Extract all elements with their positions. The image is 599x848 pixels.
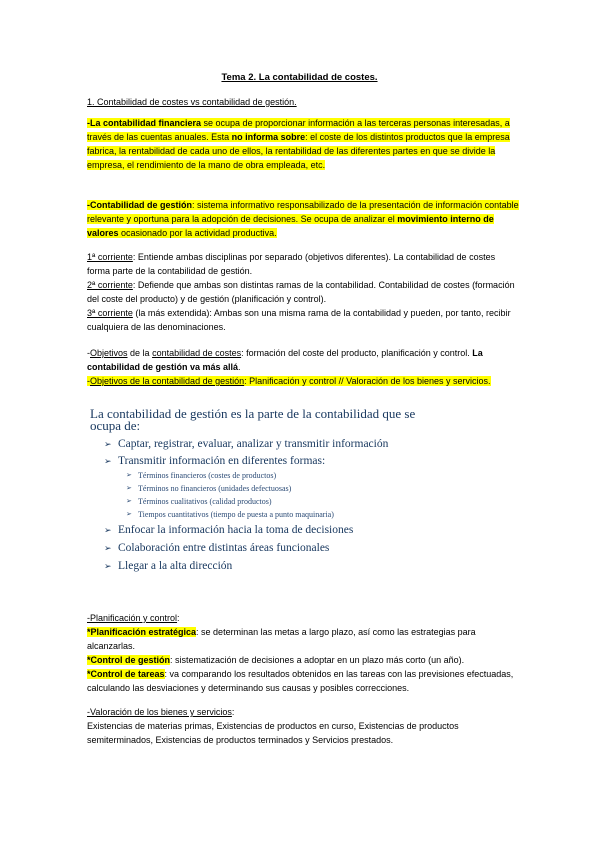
objetivos-label: Objetivos bbox=[90, 348, 128, 358]
dash: - bbox=[87, 348, 90, 358]
item-text: : va comparando los resultados obtenidos en las tareas con las previsiones efectuadas, calculando las desviaciones y determinando sus causas y posibles correcciones. bbox=[87, 669, 514, 693]
text: . bbox=[238, 362, 241, 372]
arrow-bullet-icon: ➢ bbox=[104, 561, 112, 571]
highlighted-block bbox=[87, 118, 510, 170]
text: : formación del coste del producto, planificación y control. bbox=[241, 348, 473, 358]
corriente-label: 1ª corriente bbox=[87, 252, 133, 262]
arrow-bullet-icon: ➢ bbox=[126, 484, 132, 492]
page-title: Tema 2. La contabilidad de costes. bbox=[221, 72, 378, 83]
colon: : bbox=[177, 613, 180, 623]
slide-sub-bullet-text: Términos no financieros (unidades defectuosas) bbox=[138, 484, 292, 493]
slide-sub-bullet-text: Tiempos cuantitativos (tiempo de puesta a punto maquinaria) bbox=[138, 510, 334, 519]
planificacion-item bbox=[87, 625, 519, 653]
slide-bullet bbox=[90, 524, 420, 536]
objetivos-costes bbox=[87, 346, 519, 374]
arrow-bullet-icon: ➢ bbox=[104, 525, 112, 535]
term-contabilidad-financiera: -La contabilidad financiera bbox=[87, 118, 202, 128]
slide-sub-bullet-text: Términos financieros (costes de productos) bbox=[138, 471, 277, 480]
slide-sub-bullet bbox=[90, 508, 420, 521]
costes-label: contabilidad de costes bbox=[152, 348, 242, 358]
objetivos-gestion bbox=[87, 374, 519, 388]
slide-bullet-text: Llegar a la alta dirección bbox=[118, 560, 233, 572]
slide-bullet-text: Enfocar la información hacia la toma de decisiones bbox=[118, 524, 354, 536]
slide-bullet-text: Colaboración entre distintas áreas funcionales bbox=[118, 542, 330, 554]
corrientes-list bbox=[87, 250, 519, 334]
slide-bullet bbox=[90, 542, 420, 554]
slide-bullet-text: Transmitir información en diferentes formas: bbox=[118, 455, 326, 467]
paragraph-contabilidad-gestion bbox=[87, 198, 519, 240]
slide-sub-bullet bbox=[90, 469, 420, 482]
corriente-text: (la más extendida): Ambas son una misma rama de la contabilidad y pueden, por tanto, recibir cualquiera de las denominaciones. bbox=[87, 308, 511, 332]
planificacion-heading bbox=[87, 611, 519, 625]
slide-heading: La contabilidad de gestión es la parte de la contabilidad que se ocupa de: bbox=[90, 406, 416, 433]
text: de la bbox=[127, 348, 153, 358]
heading-text: -Valoración de los bienes y servicios bbox=[87, 707, 232, 717]
arrow-bullet-icon: ➢ bbox=[104, 456, 112, 466]
text: : el coste de los distintos productos que la empresa fabrica, la rentabilidad de cada uno de ellos, la rentabilidad de las diferentes partes en que se divide la empresa, el rendimiento de la mano de obra empleada, etc. bbox=[87, 132, 510, 170]
slide-sub-bullet bbox=[90, 495, 420, 508]
text: ocasionado por la actividad productiva. bbox=[118, 228, 277, 238]
planificacion-item bbox=[87, 667, 519, 695]
planificacion-item bbox=[87, 653, 519, 667]
item-label: *Control de tareas bbox=[87, 669, 165, 679]
arrow-bullet-icon: ➢ bbox=[104, 543, 112, 553]
slide-bullet bbox=[90, 438, 420, 450]
item-text: : sistematización de decisiones a adoptar en un plazo más corto (un año). bbox=[170, 655, 465, 665]
valoracion-text: Existencias de materias primas, Existencias de productos en curso, Existencias de productos semiterminados, Existencias de productos terminados y Servicios prestados. bbox=[87, 721, 459, 745]
arrow-bullet-icon: ➢ bbox=[126, 497, 132, 505]
slide-bullet bbox=[90, 455, 420, 467]
item-label: *Control de gestión bbox=[87, 655, 170, 665]
slide-bullet-list bbox=[90, 438, 420, 572]
corriente-item bbox=[87, 306, 519, 334]
item-text: : se determinan las metas a largo plazo, así como las estrategias para alcanzarlas. bbox=[87, 627, 476, 651]
slide-sub-bullet-text: Términos cualitativos (calidad productos) bbox=[138, 497, 272, 506]
slide-bullet bbox=[90, 560, 420, 572]
highlighted-block bbox=[87, 200, 519, 238]
paragraph-contabilidad-financiera bbox=[87, 116, 519, 172]
corriente-label: 3ª corriente bbox=[87, 308, 133, 318]
objetivos-gestion-label: Objetivos de la contabilidad de gestión bbox=[90, 376, 245, 386]
corriente-text: : Entiende ambas disciplinas por separado (objetivos diferentes). La contabilidad de costes forma parte de la contabilidad de gestión. bbox=[87, 252, 496, 276]
valoracion-heading bbox=[87, 705, 519, 719]
planificacion-block bbox=[87, 611, 519, 695]
heading-text: -Planificación y control bbox=[87, 613, 178, 623]
bold-text: movimiento interno de valores bbox=[87, 214, 494, 238]
objetivos-block bbox=[87, 346, 519, 388]
arrow-bullet-icon: ➢ bbox=[126, 510, 132, 518]
bold-text: no informa sobre bbox=[231, 132, 306, 142]
dash: - bbox=[87, 376, 90, 386]
slide-sub-bullet bbox=[90, 482, 420, 495]
highlighted-block bbox=[87, 376, 491, 386]
colon: : bbox=[231, 707, 235, 717]
valoracion-block bbox=[87, 705, 519, 747]
text: : Planificación y control // Valoración de los bienes y servicios. bbox=[244, 376, 491, 386]
corriente-text: : Defiende que ambas son distintas ramas de la contabilidad. Contabilidad de costes (formación del coste del producto) y de gestión (planificación y control). bbox=[87, 280, 515, 304]
item-label: *Planificación estratégica bbox=[87, 627, 197, 637]
section-heading: 1. Contabilidad de costes vs contabilidad de gestión. bbox=[87, 97, 297, 107]
arrow-bullet-icon: ➢ bbox=[126, 471, 132, 479]
slide-bullet-text: Captar, registrar, evaluar, analizar y transmitir información bbox=[118, 438, 389, 450]
corriente-item bbox=[87, 278, 519, 306]
corriente-label: 2ª corriente bbox=[87, 280, 133, 290]
embedded-slide bbox=[90, 408, 420, 572]
text: se ocupa de proporcionar información a las terceras personas interesadas, a través de las cuentas anuales. Esta bbox=[87, 118, 510, 142]
bold-text: La contabilidad de gestión va más allá bbox=[87, 348, 483, 372]
text: : sistema informativo responsabilizado de la presentación de información contable relevante y oportuna para la adopción de decisiones. Se ocupa de analizar el bbox=[87, 200, 519, 224]
arrow-bullet-icon: ➢ bbox=[104, 439, 112, 449]
corriente-item bbox=[87, 250, 519, 278]
term-contabilidad-gestion: -Contabilidad de gestión bbox=[87, 200, 192, 210]
